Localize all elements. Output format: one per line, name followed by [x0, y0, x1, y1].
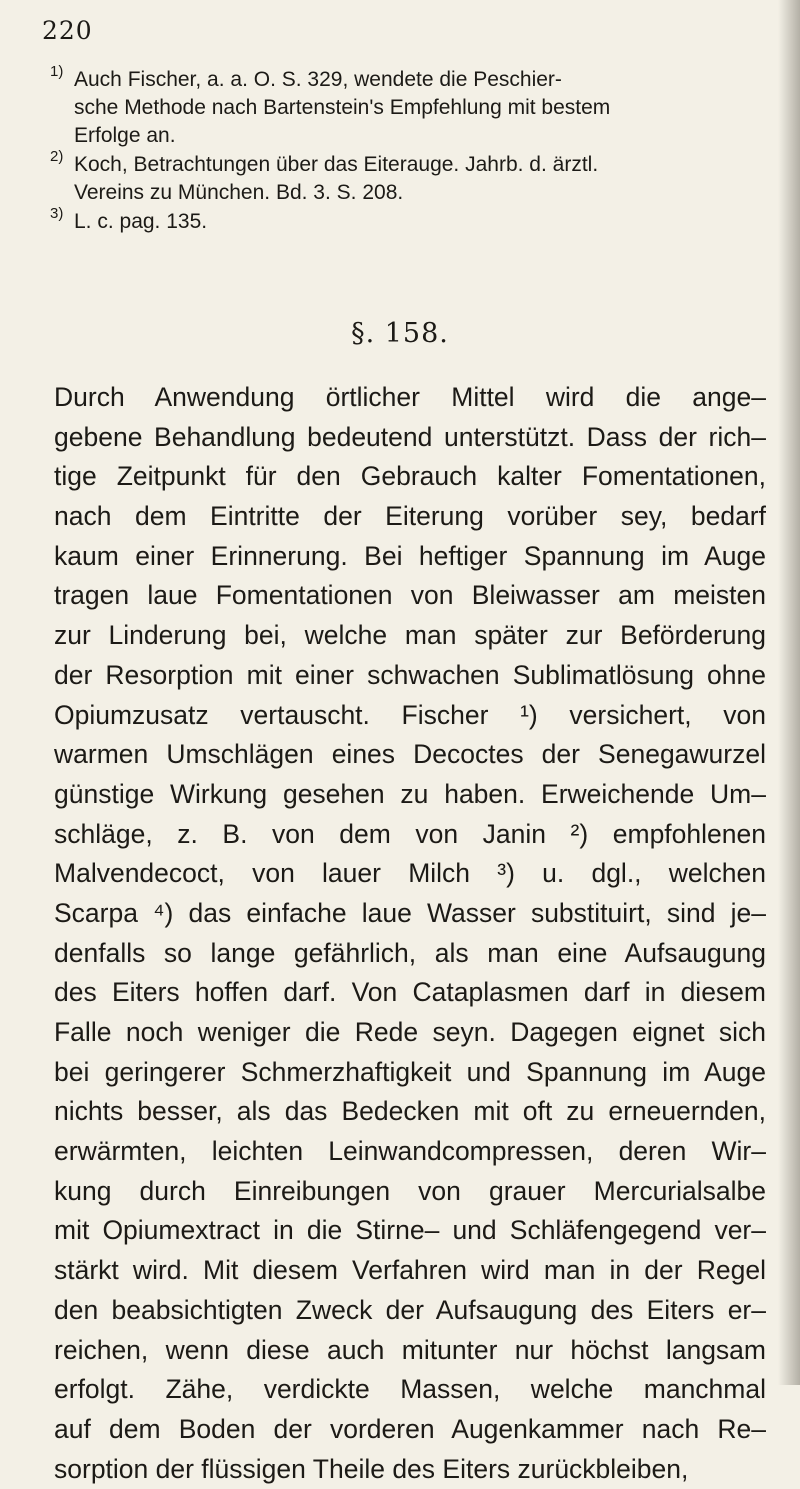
footnote-marker: 2)	[50, 148, 64, 165]
body-line: mit Opiumextract in die Stirne– und Schläfengegend ver–	[54, 1215, 766, 1246]
footnote-line: Erfolge an.	[74, 124, 176, 147]
body-line: auf dem Boden der vorderen Augenkammer nach Re–	[54, 1413, 766, 1444]
body-line: sorption der flüssigen Theile des Eiters zurückbleiben,	[54, 1453, 689, 1484]
body-line: tige Zeitpunkt für den Gebrauch kalter Fomentationen,	[54, 461, 766, 492]
body-line: nichts besser, als das Bedecken mit oft zu erneuernden,	[54, 1096, 766, 1127]
footnote-line: Auch Fischer, a. a. O. S. 329, wendete die Peschier-	[74, 68, 562, 91]
body-line: der Resorption mit einer schwachen Sublimatlösung ohne	[54, 659, 766, 690]
footnote-marker: 1)	[50, 63, 64, 80]
body-line: tragen laue Fomentationen von Bleiwasser am meisten	[54, 580, 766, 611]
body-line: Opiumzusatz vertauscht. Fischer ¹) versichert, von	[54, 699, 766, 730]
section-heading: §. 158.	[351, 318, 449, 349]
body-line: kung durch Einreibungen von grauer Mercurialsalbe	[54, 1175, 766, 1206]
body-line: Malvendecoct, von lauer Milch ³) u. dgl., welchen	[54, 858, 766, 889]
footnote-1	[50, 63, 770, 150]
footnote-2	[50, 148, 770, 207]
footnote-3	[50, 205, 770, 236]
body-line: des Eiters hoffen darf. Von Cataplasmen darf in diesem	[54, 977, 766, 1008]
body-line: erwärmten, leichten Leinwandcompressen, deren Wir–	[54, 1136, 766, 1167]
body-line: bei geringerer Schmerzhaftigkeit und Spannung im Auge	[54, 1056, 766, 1087]
footnote-line: L. c. pag. 135.	[74, 210, 208, 233]
body-line: Durch Anwendung örtlicher Mittel wird die ange–	[54, 382, 766, 412]
footnotes	[50, 63, 770, 237]
body-line: erfolgt. Zähe, verdickte Massen, welche manchmal	[54, 1374, 766, 1405]
body-line: stärkt wird. Mit diesem Verfahren wird man in der Regel	[54, 1255, 766, 1286]
body-line: den beabsichtigten Zweck der Aufsaugung des Eiters er–	[54, 1294, 766, 1325]
body-line: zur Linderung bei, welche man später zur Beförderung	[54, 620, 766, 651]
footnote-line: sche Methode nach Bartenstein's Empfehlung mit bestem	[74, 96, 611, 119]
body-line: warmen Umschlägen eines Decoctes der Senegawurzel	[54, 739, 766, 770]
page-edge-shadow	[778, 0, 800, 1385]
body-line: kaum einer Erinnerung. Bei heftiger Spannung im Auge	[54, 540, 766, 571]
page-number: 220	[42, 16, 93, 45]
body-line: denfalls so lange gefährlich, als man eine Aufsaugung	[54, 937, 766, 968]
body-line: günstige Wirkung gesehen zu haben. Erweichende Um–	[54, 778, 766, 809]
footnote-marker: 3)	[50, 205, 64, 222]
footnote-line: Koch, Betrachtungen über das Eiterauge. Jahrb. d. ärztl.	[74, 153, 599, 176]
body-line: nach dem Eintritte der Eiterung vorüber sey, bedarf	[54, 501, 766, 532]
body-text	[54, 378, 766, 1489]
body-line: schläge, z. B. von dem von Janin ²) empfohlenen	[54, 818, 766, 849]
body-line: Scarpa ⁴) das einfache laue Wasser substituirt, sind je–	[54, 897, 766, 928]
footnote-line: Vereins zu München. Bd. 3. S. 208.	[74, 181, 404, 204]
body-line: gebene Behandlung bedeutend unterstützt. Dass der rich–	[54, 421, 766, 452]
body-line: reichen, wenn diese auch mitunter nur höchst langsam	[54, 1334, 766, 1365]
body-line: Falle noch weniger die Rede seyn. Dagegen eignet sich	[54, 1017, 766, 1047]
